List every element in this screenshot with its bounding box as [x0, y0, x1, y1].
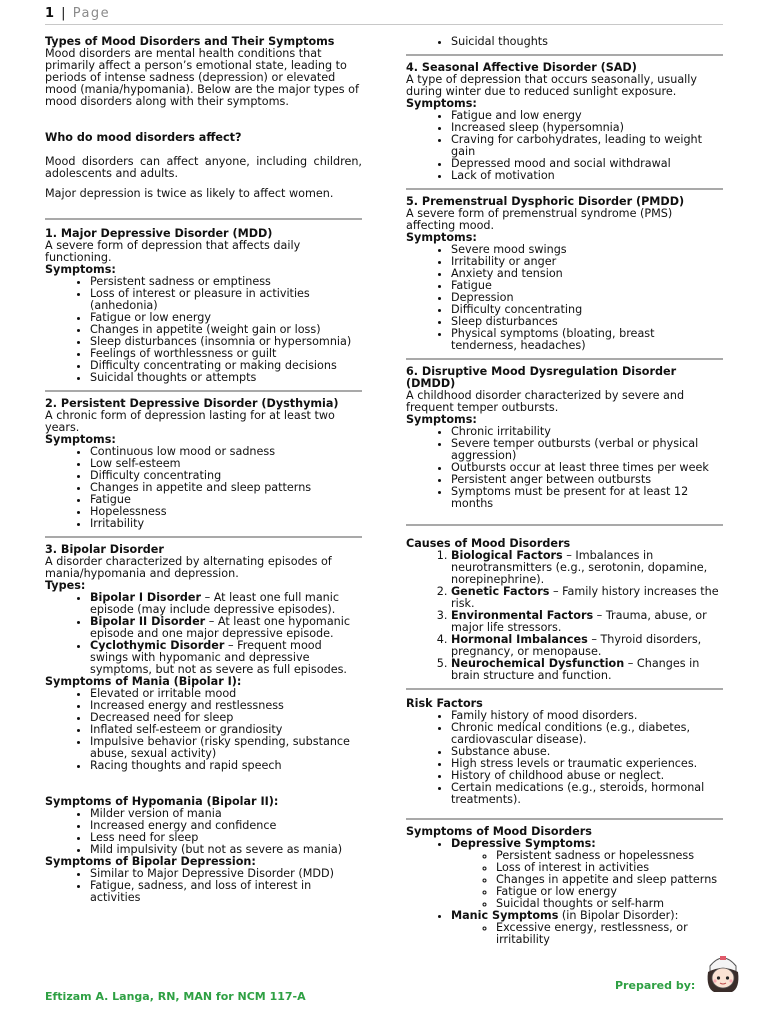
- list-item: • Depression: [451, 292, 723, 304]
- section-divider: [45, 390, 362, 392]
- mdd-symptom-list: [45, 276, 362, 384]
- section-divider: [406, 54, 723, 56]
- list-item: • Fatigue or low energy: [90, 312, 362, 324]
- mania-list: [45, 688, 362, 772]
- who-text-2: Major depression is twice as likely to affect women.: [45, 187, 334, 200]
- list-item: • Increased energy and confidence: [90, 820, 362, 832]
- list-item: • Sleep disturbances (insomnia or hypersomnia): [90, 336, 362, 348]
- list-item: • Persistent sadness or emptiness: [90, 276, 362, 288]
- left-column: [45, 36, 362, 904]
- list-item: • Craving for carbohydrates, leading to weight gain: [451, 134, 723, 158]
- section-divider: [45, 218, 362, 220]
- list-item: • Persistent anger between outbursts: [451, 474, 723, 486]
- list-item: • Substance abuse.: [451, 746, 723, 758]
- list-item: • Difficulty concentrating: [451, 304, 723, 316]
- pdd-desc: A chronic form of depression lasting for at least two years.: [45, 409, 335, 434]
- list-item: • Difficulty concentrating or making decisions: [90, 360, 362, 372]
- cause-text: – Family history increases the risk.: [451, 585, 719, 610]
- pmdd-desc: A severe form of premenstrual syndrome (PMS) affecting mood.: [406, 207, 673, 232]
- list-item: • Family history of mood disorders.: [451, 710, 723, 722]
- bipolar-title: 3. Bipolar Disorder: [45, 543, 164, 556]
- dmdd-symptoms-label: Symptoms:: [406, 413, 477, 426]
- bipolar-types-list: [45, 592, 362, 676]
- list-item: • History of childhood abuse or neglect.: [451, 770, 723, 782]
- manic-label: Manic Symptoms: [451, 909, 559, 922]
- pdd-symptom-list: [45, 446, 362, 530]
- list-item: • Less need for sleep: [90, 832, 362, 844]
- list-item: • High stress levels or traumatic experiences.: [451, 758, 723, 770]
- who-text: Mood disorders can affect anyone, including children, adolescents and adults.: [45, 155, 362, 180]
- list-item: • Severe temper outbursts (verbal or physical aggression): [451, 438, 723, 462]
- list-item: • Fatigue and low energy: [451, 110, 723, 122]
- list-item: • Outbursts occur at least three times per week: [451, 462, 723, 474]
- pmdd-symptom-list: [406, 244, 723, 352]
- list-item: • Inflated self-esteem or grandiosity: [90, 724, 362, 736]
- author-credit: Eftizam A. Langa, RN, MAN for NCM 117-A: [45, 990, 306, 1003]
- list-item: [90, 640, 362, 676]
- section-divider: [406, 524, 723, 526]
- manic-sublist: [451, 922, 723, 946]
- dmdd-desc: A childhood disorder characterized by severe and frequent temper outbursts.: [406, 389, 685, 414]
- list-item: • Certain medications (e.g., steroids, hormonal treatments).: [451, 782, 723, 806]
- list-item: • Fatigue, sadness, and loss of interest in activities: [90, 880, 362, 904]
- section-divider: [406, 688, 723, 690]
- list-item: [451, 610, 723, 634]
- list-item: • Fatigue: [451, 280, 723, 292]
- list-item: • Fatigue: [90, 494, 362, 506]
- list-item: • Impulsive behavior (risky spending, substance abuse, sexual activity): [90, 736, 362, 760]
- section-divider: [406, 188, 723, 190]
- cause-text: – Imbalances in neurotransmitters (e.g., serotonin, dopamine, norepinephrine).: [451, 549, 708, 586]
- mdd-desc: A severe form of depression that affects daily functioning.: [45, 239, 301, 264]
- sad-title: 4. Seasonal Affective Disorder (SAD): [406, 61, 637, 74]
- list-item: • Hopelessness: [90, 506, 362, 518]
- type-text: – At least one full manic episode (may include depressive episodes).: [90, 591, 340, 616]
- cause-name: Genetic Factors: [451, 585, 550, 598]
- list-item: ◦ Excessive energy, restlessness, or irritability: [496, 922, 723, 946]
- list-item: [451, 634, 723, 658]
- section-divider: [406, 358, 723, 360]
- type-text: – At least one hypomanic episode and one major depressive episode.: [90, 615, 351, 640]
- who-title: Who do mood disorders affect?: [45, 131, 242, 144]
- symptoms-list: [406, 838, 723, 946]
- sad-desc: A type of depression that occurs seasonally, usually during winter due to reduced sunlight exposure.: [406, 73, 698, 98]
- section-divider: [406, 818, 723, 820]
- depressive-sublist: [451, 850, 723, 910]
- list-item: [451, 586, 723, 610]
- list-item: ◦ Suicidal thoughts or self-harm: [496, 898, 723, 910]
- list-item: • Mild impulsivity (but not as severe as mania): [90, 844, 362, 856]
- list-item: • Lack of motivation: [451, 170, 723, 182]
- list-item: • Changes in appetite (weight gain or loss): [90, 324, 362, 336]
- bipolar-types-label: Types:: [45, 579, 86, 592]
- list-item: • Elevated or irritable mood: [90, 688, 362, 700]
- list-item: [451, 838, 723, 910]
- list-item: • Irritability or anger: [451, 256, 723, 268]
- list-item: • Severe mood swings: [451, 244, 723, 256]
- list-item: [451, 910, 723, 946]
- list-item: • Chronic irritability: [451, 426, 723, 438]
- causes-title: Causes of Mood Disorders: [406, 537, 571, 550]
- pdd-symptoms-label: Symptoms:: [45, 433, 116, 446]
- list-item: • Depressed mood and social withdrawal: [451, 158, 723, 170]
- list-item: • Feelings of worthlessness or guilt: [90, 348, 362, 360]
- list-item: • Irritability: [90, 518, 362, 530]
- list-item: • Chronic medical conditions (e.g., diabetes, cardiovascular disease).: [451, 722, 723, 746]
- type-text: – Frequent mood swings with hypomanic and depressive symptoms, but not as severe as full episodes.: [90, 639, 347, 676]
- list-item: • Decreased need for sleep: [90, 712, 362, 724]
- hypomania-list: [45, 808, 362, 856]
- bipolar-depression-label: Symptoms of Bipolar Depression:: [45, 855, 256, 868]
- pmdd-title: 5. Premenstrual Dysphoric Disorder (PMDD): [406, 195, 685, 208]
- bipolar-depression-list: [45, 868, 362, 904]
- list-item: • Milder version of mania: [90, 808, 362, 820]
- list-item: [451, 658, 723, 682]
- intro-text: Mood disorders are mental health conditions that primarily affect a person’s emotional state, leading to periods of intense sadness (depression) or elevated mood (mania/hypomania). Below are the major types of mood disorders along with their symptoms.: [45, 47, 359, 108]
- type-name: Cyclothymic Disorder: [90, 639, 225, 652]
- cause-name: Neurochemical Dysfunction: [451, 657, 625, 670]
- risk-list: [406, 710, 723, 806]
- continued-list: [406, 36, 723, 48]
- causes-list: [406, 550, 723, 682]
- sad-symptom-list: [406, 110, 723, 182]
- sad-symptoms-label: Symptoms:: [406, 97, 477, 110]
- page-number: 1: [45, 6, 56, 21]
- risk-title: Risk Factors: [406, 697, 483, 710]
- list-item: • Symptoms must be present for at least 12 months: [451, 486, 723, 510]
- list-item: • Similar to Major Depressive Disorder (MDD): [90, 868, 362, 880]
- list-item: [451, 550, 723, 586]
- list-item: • Increased energy and restlessness: [90, 700, 362, 712]
- list-item: • Suicidal thoughts: [451, 36, 723, 48]
- cause-name: Environmental Factors: [451, 609, 594, 622]
- list-item: • Changes in appetite and sleep patterns: [90, 482, 362, 494]
- list-item: • Suicidal thoughts or attempts: [90, 372, 362, 384]
- right-column: [406, 36, 723, 946]
- page-word: Page: [72, 6, 111, 21]
- list-item: [90, 616, 362, 640]
- list-item: • Loss of interest or pleasure in activities (anhedonia): [90, 288, 362, 312]
- list-item: • Racing thoughts and rapid speech: [90, 760, 362, 772]
- list-item: ◦ Loss of interest in activities: [496, 862, 723, 874]
- list-item: • Sleep disturbances: [451, 316, 723, 328]
- list-item: ◦ Persistent sadness or hopelessness: [496, 850, 723, 862]
- cause-text: – Thyroid disorders, pregnancy, or menopause.: [451, 633, 702, 658]
- depressive-label: Depressive Symptoms:: [451, 837, 596, 850]
- type-name: Bipolar II Disorder: [90, 615, 206, 628]
- list-item: • Continuous low mood or sadness: [90, 446, 362, 458]
- mdd-symptoms-label: Symptoms:: [45, 263, 116, 276]
- mania-label: Symptoms of Mania (Bipolar I):: [45, 675, 242, 688]
- page-separator: |: [55, 6, 73, 21]
- cause-name: Hormonal Imbalances: [451, 633, 588, 646]
- symptoms-title: Symptoms of Mood Disorders: [406, 825, 592, 838]
- pdd-title: 2. Persistent Depressive Disorder (Dysthymia): [45, 397, 339, 410]
- hypomania-label: Symptoms of Hypomania (Bipolar II):: [45, 795, 279, 808]
- list-item: • Physical symptoms (bloating, breast tenderness, headaches): [451, 328, 723, 352]
- cause-name: Biological Factors: [451, 549, 563, 562]
- section-divider: [45, 536, 362, 538]
- page-header: [45, 6, 723, 25]
- list-item: ◦ Changes in appetite and sleep patterns: [496, 874, 723, 886]
- list-item: ◦ Fatigue or low energy: [496, 886, 723, 898]
- list-item: • Low self-esteem: [90, 458, 362, 470]
- cause-text: – Changes in brain structure and function.: [451, 657, 700, 682]
- list-item: • Increased sleep (hypersomnia): [451, 122, 723, 134]
- dmdd-title: 6. Disruptive Mood Dysregulation Disorder (DMDD): [406, 365, 677, 390]
- bipolar-desc: A disorder characterized by alternating episodes of mania/hypomania and depression.: [45, 555, 332, 580]
- prepared-by: Prepared by:: [615, 979, 696, 992]
- intro-title: Types of Mood Disorders and Their Symptoms: [45, 35, 335, 48]
- mdd-title: 1. Major Depressive Disorder (MDD): [45, 227, 273, 240]
- pmdd-symptoms-label: Symptoms:: [406, 231, 477, 244]
- cause-text: – Trauma, abuse, or major life stressors.: [451, 609, 707, 634]
- dmdd-symptom-list: [406, 426, 723, 510]
- type-name: Bipolar I Disorder: [90, 591, 202, 604]
- list-item: [90, 592, 362, 616]
- list-item: • Anxiety and tension: [451, 268, 723, 280]
- nurse-avatar-icon: [700, 948, 746, 994]
- list-item: • Difficulty concentrating: [90, 470, 362, 482]
- manic-suffix: (in Bipolar Disorder):: [558, 909, 679, 922]
